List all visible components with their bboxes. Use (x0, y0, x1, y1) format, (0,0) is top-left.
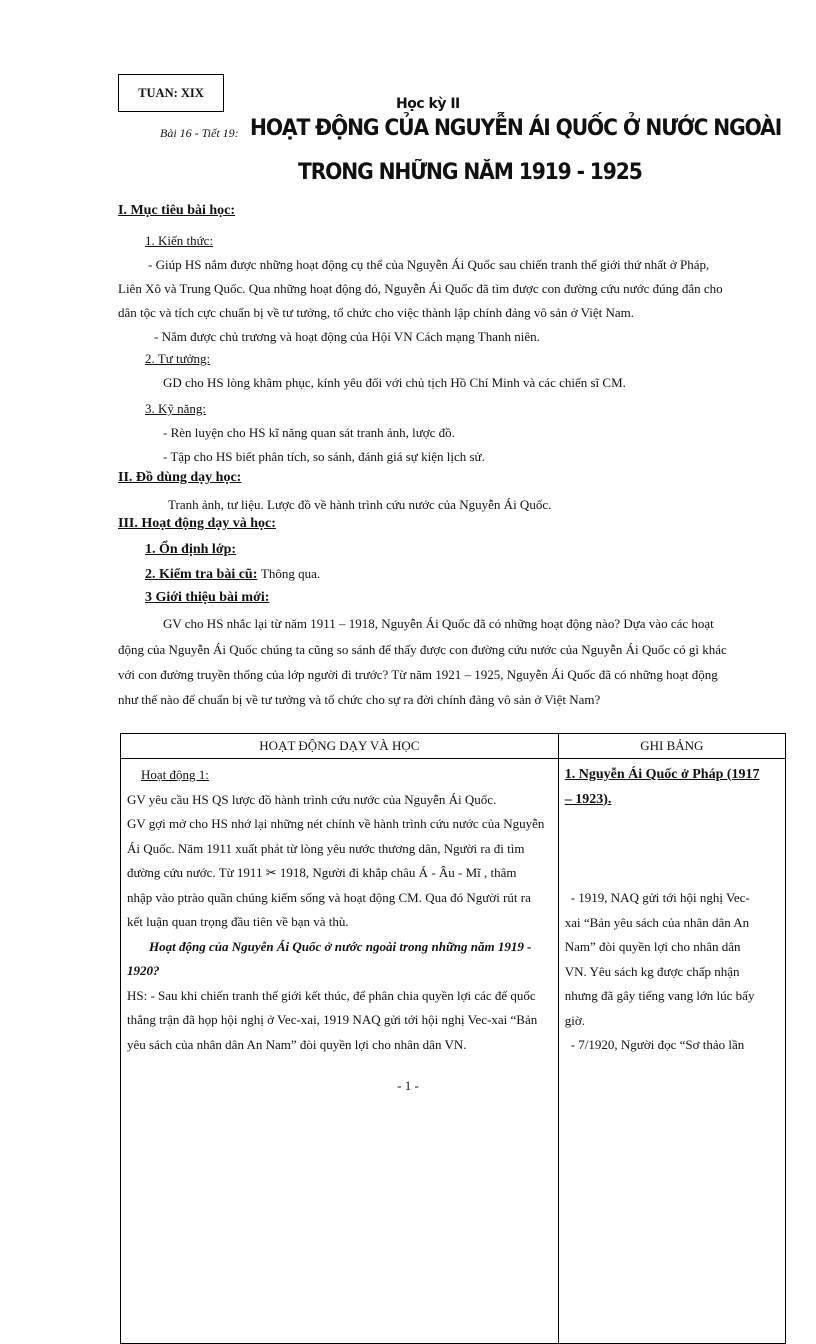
thought-label: 2. Tư tưởng: (145, 351, 211, 366)
notes-spacer (565, 812, 779, 886)
intro-line: như thế nào để chuẩn bị về tư tưởng và tổ chức cho sự ra đời chính đảng vô sản ở Việt Nam? (118, 692, 601, 707)
activity-line: GV gợi mở cho HS nhớ lại những nét chính về hành trình cứu nước của Nguyễn (127, 816, 545, 831)
notes-heading: 1. Nguyễn Ái Quốc ở Pháp (1917 (564, 767, 760, 782)
notes-line: - 1919, NAQ gửi tới hội nghị Vec- (570, 890, 750, 905)
check-label: 2. Kiểm tra bài cũ: (145, 567, 258, 582)
check-value: Thông qua. (260, 566, 321, 581)
answer-line: yêu sách của nhân dân An Nam” đòi quyền lợi cho nhân dân VN. (127, 1036, 467, 1052)
check-row (145, 566, 320, 583)
skills-line: - Tập cho HS biết phân tích, so sánh, đánh giá sự kiện lịch sử. (163, 449, 485, 464)
notes-line: giờ. (564, 1012, 585, 1028)
week-label: TUAN: XIX (138, 85, 204, 100)
knowledge-line: dân tộc và tích cực chuẩn bị về tư tưởng, tổ chức cho việc thành lập chính đảng vô sản ở Việt Nam. (118, 305, 634, 320)
table-cell-notes (558, 759, 785, 1344)
table-header-right: GHI BẢNG (558, 734, 785, 759)
skills-line: - Rèn luyện cho HS kĩ năng quan sát tranh ảnh, lược đồ. (163, 425, 455, 440)
knowledge-line: Liên Xô và Trung Quốc. Qua những hoạt động đó, Nguyễn Ái Quốc đã tìm được con đường cứu nước đúng đắn cho (118, 281, 723, 296)
intro-line: động của Nguyễn Ái Quốc chúng ta cũng so sánh để thấy được con đường cứu nước của Nguyễn Ái Quốc có gì khác (118, 642, 727, 657)
notes-line: - 7/1920, Người đọc “Sơ thảo lần (570, 1037, 745, 1052)
section2-heading: II. Đồ dùng dạy học: (118, 470, 242, 485)
stabilize-label: 1. Ổn định lớp: (145, 542, 237, 557)
question-line: Hoạt động của Nguyễn Ái Quốc ở nước ngoài trong những năm 1919 - (149, 938, 532, 954)
table-cell-activities (121, 759, 559, 1344)
knowledge-label: 1. Kiến thức: (145, 233, 214, 248)
knowledge-line: - Giúp HS nắm được những hoạt động cụ thể của Nguyễn Ái Quốc sau chiến tranh thế giới thứ nhất ở Pháp, (148, 257, 710, 272)
question-line: 1920? (127, 963, 160, 978)
semester-label: Học kỳ II (396, 96, 460, 112)
activity-line: kết luận quan trọng đầu tiên về bạn và thù. (127, 914, 349, 929)
intro-line: với con đường truyền thống của lớp người đi trước? Từ năm 1921 – 1925, Nguyễn Ái Quốc đã có những hoạt động (118, 667, 718, 682)
answer-line: thắng trận đã họp hội nghị ở Vec-xai, 1919 NAQ gửi tới hội nghị Vec-xai “Bản (127, 1012, 538, 1027)
notes-line: xai “Bản yêu sách của nhân dân An (564, 914, 750, 930)
notes-line: VN. Yêu sách kg được chấp nhận (564, 963, 740, 979)
week-box (118, 74, 224, 112)
page-number: - 1 - (397, 1078, 419, 1093)
materials-line: Tranh ảnh, tư liệu. Lược đồ về hành trình cứu nước của Nguyễn Ái Quốc. (168, 497, 552, 512)
activity-line: nhập vào ptrào quần chúng kiếm sống và hoạt động CM. Qua đó Người rút ra (127, 889, 531, 905)
notes-line: nhưng đã gây tiếng vang lớn lúc bấy (564, 988, 755, 1003)
activity-line: GV yêu cầu HS QS lược đồ hành trình cứu nước của Nguyễn Ái Quốc. (127, 791, 497, 807)
title-line-2: TRONG NHỮNG NĂM 1919 - 1925 (298, 160, 642, 185)
knowledge-line: - Nắm được chủ trương và hoạt động của Hội VN Cách mạng Thanh niên. (154, 329, 540, 344)
activity-line: Ái Quốc. Năm 1911 xuất phát từ lòng yêu nước thương dân, Người ra đi tìm (127, 840, 525, 856)
lesson-label: Bài 16 - Tiết 19: (160, 126, 239, 140)
section3-heading: III. Hoạt động dạy và học: (118, 516, 276, 531)
skills-label: 3. Kỹ năng: (145, 401, 207, 416)
table-header-left: HOẠT ĐỘNG DẠY VÀ HỌC (121, 734, 559, 759)
activity-line: đường cứu nước. Từ 1911 ✂ 1918, Người đi khắp châu Á - Âu - Mĩ , thâm (127, 865, 517, 880)
notes-heading: – 1923). (564, 791, 612, 807)
intro-line: GV cho HS nhắc lại từ năm 1911 – 1918, Nguyễn Ái Quốc đã có những hoạt động nào? Dựa vào các hoạt (163, 616, 714, 631)
lesson-table (120, 733, 786, 1344)
section1-heading: I. Mục tiêu bài học: (118, 203, 236, 218)
activity-label: Hoạt động 1: (141, 767, 209, 782)
notes-line: Nam” đòi quyền lợi cho nhân dân (564, 939, 741, 954)
title-line-1: HOẠT ĐỘNG CỦA NGUYỄN ÁI QUỐC Ở NƯỚC NGOÀI (250, 116, 782, 141)
intro-label: 3 Giới thiệu bài mới: (145, 590, 270, 605)
thought-line: GD cho HS lòng khâm phục, kính yêu đối với chủ tịch Hồ Chí Minh và các chiến sĩ CM. (163, 375, 626, 390)
answer-line: HS: - Sau khi chiến tranh thế giới kết thúc, để phân chia quyền lợi các đế quốc (127, 987, 536, 1003)
